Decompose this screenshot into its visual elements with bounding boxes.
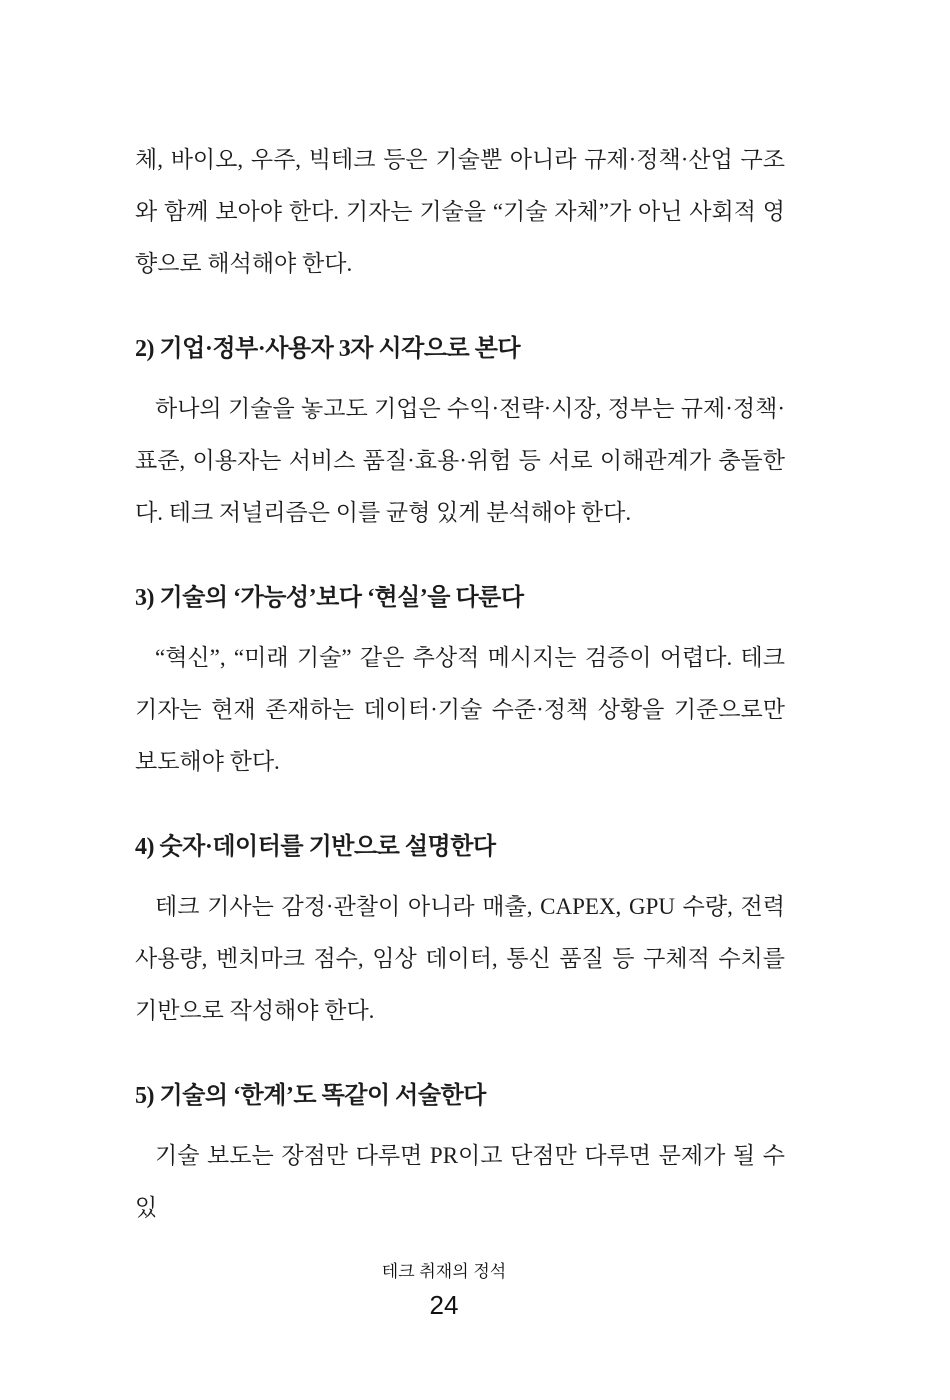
footer-book-title: 테크 취재의 정석 (381, 1262, 507, 1281)
section-3-heading: 3) 기술의 ‘가능성’보다 ‘현실’을 다룬다 (135, 585, 524, 611)
section-2-heading: 2) 기업·정부·사용자 3자 시각으로 본다 (135, 336, 521, 362)
page-content (135, 134, 785, 1234)
section-4 (135, 821, 785, 1037)
page-number: 24 (429, 1290, 459, 1320)
section-3 (135, 572, 785, 788)
section-5-paragraph: 기술 보도는 장점만 다루면 PR이고 단점만 다루면 문제가 될 수 있 (135, 1143, 785, 1220)
section-2 (135, 323, 785, 539)
paragraph-continued: 체, 바이오, 우주, 빅테크 등은 기술뿐 아니라 규제·정책·산업 구조와 함께 보아야 한다. 기자는 기술을 “기술 자체”가 아닌 사회적 영향으로 해석해야 한다. (135, 147, 785, 276)
section-3-paragraph: “혁신”, “미래 기술” 같은 추상적 메시지는 검증이 어렵다. 테크 기자는 현재 존재하는 데이터·기술 수준·정책 상황을 기준으로만 보도해야 한다. (135, 645, 785, 774)
section-4-heading: 4) 숫자·데이터를 기반으로 설명한다 (135, 834, 496, 860)
section-2-paragraph: 하나의 기술을 놓고도 기업은 수익·전략·시장, 정부는 규제·정책·표준, 이용자는 서비스 품질·효용·위험 등 서로 이해관계가 충돌한다. 테크 저널리즘은 이를 균형 있게 분석해야 한다. (135, 396, 785, 525)
section-4-paragraph: 테크 기사는 감정·관찰이 아니라 매출, CAPEX, GPU 수량, 전력 사용량, 벤치마크 점수, 임상 데이터, 통신 품질 등 구체적 수치를 기반으로 작성해야 한다. (135, 894, 785, 1023)
section-5-heading: 5) 기술의 ‘한계’도 똑같이 서술한다 (135, 1083, 486, 1109)
section-5 (135, 1070, 785, 1234)
